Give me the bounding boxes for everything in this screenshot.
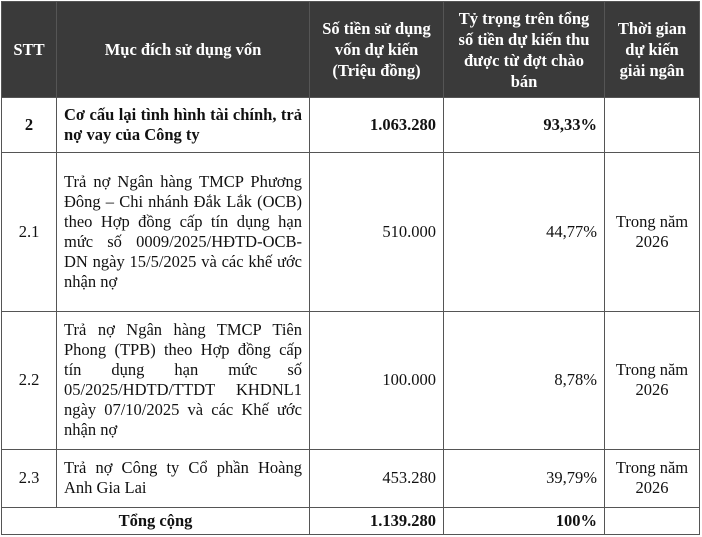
total-time — [605, 507, 700, 534]
row-amount: 100.000 — [310, 311, 444, 449]
row-purpose: Trả nợ Ngân hàng TMCP Phương Đông – Chi nhánh Đắk Lắk (OCB) theo Hợp đồng cấp tín dụng hạn mức số 0009/2025/HĐTD-OCB-DN ngày 15/5/2025 và các khế ước nhận nợ — [57, 152, 310, 311]
row-stt: 2.1 — [2, 152, 57, 311]
row-share: 93,33% — [444, 98, 605, 153]
total-row — [2, 507, 700, 534]
total-amount: 1.139.280 — [310, 507, 444, 534]
row-stt: 2 — [2, 98, 57, 153]
table-row — [2, 449, 700, 507]
table-row — [2, 311, 700, 449]
table-row — [2, 152, 700, 311]
row-share: 39,79% — [444, 449, 605, 507]
row-amount: 1.063.280 — [310, 98, 444, 153]
total-share: 100% — [444, 507, 605, 534]
row-amount: 510.000 — [310, 152, 444, 311]
row-time: Trong năm 2026 — [605, 152, 700, 311]
row-purpose: Trả nợ Ngân hàng TMCP Tiên Phong (TPB) theo Hợp đồng cấp tín dụng hạn mức số 05/2025/HDTD/TTDT KHDNL1 ngày 07/10/2025 và các Khế ước nhận nợ — [57, 311, 310, 449]
header-purpose: Mục đích sử dụng vốn — [57, 2, 310, 98]
row-time — [605, 98, 700, 153]
capital-use-table — [1, 1, 700, 535]
row-amount: 453.280 — [310, 449, 444, 507]
row-stt: 2.2 — [2, 311, 57, 449]
total-label: Tổng cộng — [2, 507, 310, 534]
document-page — [1, 1, 699, 535]
header-share: Tỷ trọng trên tổng số tiền dự kiến thu được từ đợt chào bán — [444, 2, 605, 98]
row-time: Trong năm 2026 — [605, 449, 700, 507]
row-time: Trong năm 2026 — [605, 311, 700, 449]
header-disbursement: Thời gian dự kiến giải ngân — [605, 2, 700, 98]
header-stt: STT — [2, 2, 57, 98]
table-header-row — [2, 2, 700, 98]
row-purpose: Trả nợ Công ty Cổ phần Hoàng Anh Gia Lai — [57, 449, 310, 507]
row-share: 44,77% — [444, 152, 605, 311]
row-purpose: Cơ cấu lại tình hình tài chính, trả nợ vay của Công ty — [57, 98, 310, 153]
header-amount: Số tiền sử dụng vốn dự kiến (Triệu đồng) — [310, 2, 444, 98]
row-stt: 2.3 — [2, 449, 57, 507]
row-share: 8,78% — [444, 311, 605, 449]
table-row — [2, 98, 700, 153]
